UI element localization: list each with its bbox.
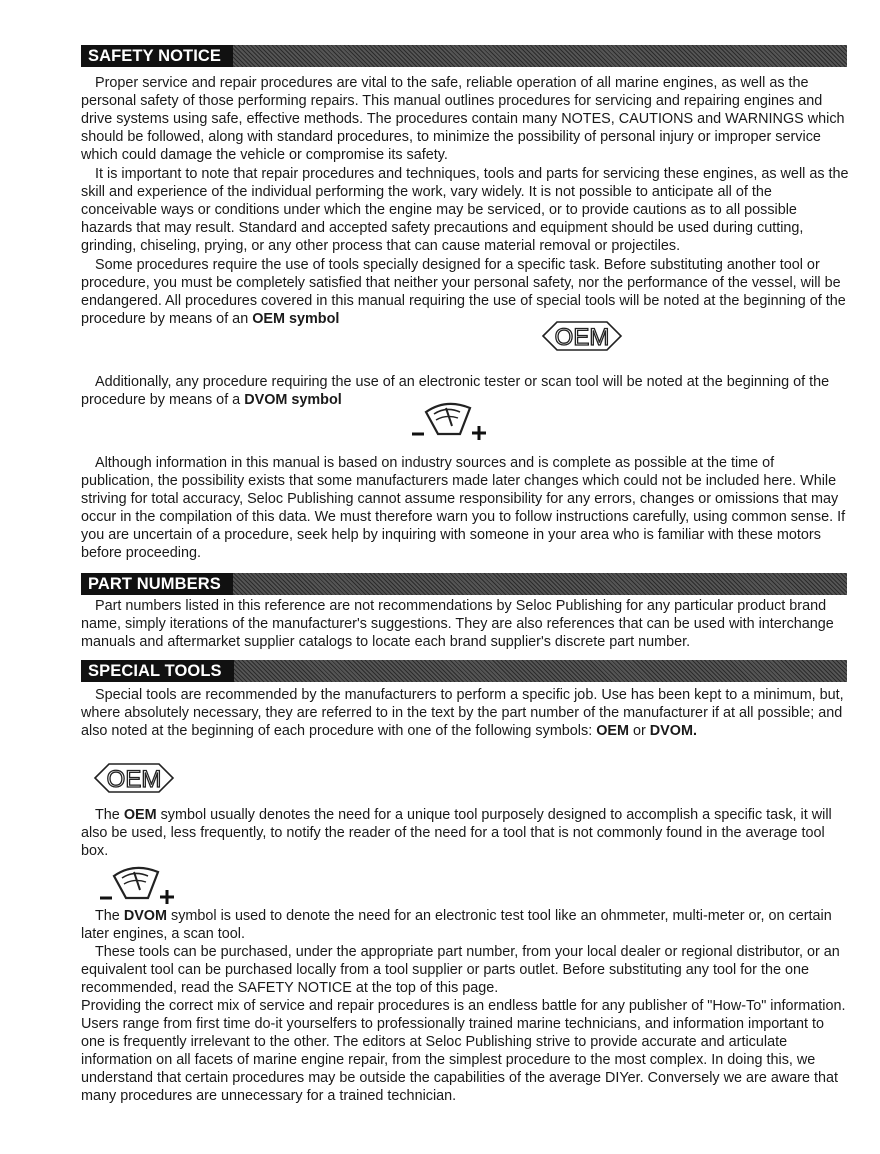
special-tools-paragraph-3: The DVOM symbol is used to denote the need for an electronic test tool like an ohmmeter, multi-meter or, on certain later engines, a scan tool. <box>81 908 832 943</box>
safety-notice-paragraph-1: Proper service and repair procedures are vital to the safe, reliable operation of all marine engines, as well as the personal safety of those performing repairs. This manual outlines procedures for servicing and repairing engines and drive systems using safe, effective methods. The procedures contain many NOTES, CAUTIONS and WARNINGS which should be followed, along with standard procedures, to minimize the possibility of personal injury or improper service which could damage the vehicle or compromise its safety. <box>81 75 845 164</box>
oem-icon <box>88 758 180 798</box>
special-tools-paragraph-2: The OEM symbol usually denotes the need for a unique tool purposely designed to accomplish a specific task, it will also be used, less frequently, to notify the reader of the need for a tool that is not commonly found in the average tool box. <box>81 807 832 860</box>
special-tools-paragraph-5: Providing the correct mix of service and repair procedures is an endless battle for any publisher of "How-To" information. Users range from first time do-it yourselfers to professionally trained marine technicians, and information important to one is frequently irrelevant to the other. The editors at Seloc Publishing strive to provide accurate and articulate information on all facets of marine engine repair, from the simplest procedure to the most complex. In doing this, we understand that certain procedures may be outside the capabilities of the average DIYer. Conversely we are aware that many procedures are unnecessary for a trained technician. <box>81 998 846 1105</box>
special-tools-paragraph-1: Special tools are recommended by the manufacturers to perform a specific job. Use has been kept to a minimum, but, where absolutely necessary, they are referred to in the text by the part number of the manufacturer if at all possible; and also noted at the beginning of each procedure with one of the following symbols: OEM or DVOM. <box>81 687 844 740</box>
part-numbers-banner <box>81 573 847 595</box>
oem-symbol-label: OEM symbol <box>252 311 340 328</box>
svg-text:OEM: OEM <box>106 766 162 793</box>
special-tools-paragraph-4: These tools can be purchased, under the appropriate part number, from your local dealer or regional distributor, or an equivalent tool can be purchased locally from a tool supplier or parts outlet. Before substituting any tool for the one recommended, read the SAFETY NOTICE at the top of this page. <box>81 944 840 997</box>
svg-text:OEM: OEM <box>554 324 610 351</box>
special-tools-banner <box>81 660 847 682</box>
special-tools-heading: SPECIAL TOOLS <box>81 660 234 682</box>
part-numbers-paragraph: Part numbers listed in this reference are not recommendations by Seloc Publishing for any particular product brand name, simply iterations of the manufacturer's suggestions. They are also references that can be used with interchange manuals and aftermarket supplier catalogs to locate each brand supplier's discrete part number. <box>81 598 834 651</box>
dvom-icon <box>96 860 182 906</box>
dvom-intro-text: Additionally, any procedure requiring the use of an electronic tester or scan tool will be noted at the beginning of the procedure by means of a <box>81 374 830 409</box>
safety-notice-paragraph-2: It is important to note that repair procedures and techniques, tools and parts for servicing these engines, as well as the skill and experience of the individual performing the work, vary widely. It is not possible to anticipate all of the conceivable ways or conditions under which the engine may be serviced, or to provide cautions as to all possible hazards that may result. Standard and accepted safety precautions and equipment should be used during cutting, grinding, chiseling, prying, or any other process that can cause material removal or projectiles. <box>81 166 849 255</box>
safety-notice-banner <box>81 45 847 67</box>
safety-notice-paragraph-3 <box>81 256 851 328</box>
dvom-icon <box>408 396 494 442</box>
oem-icon <box>537 316 627 356</box>
part-numbers-heading: PART NUMBERS <box>81 573 233 595</box>
safety-notice-heading: SAFETY NOTICE <box>81 45 233 67</box>
safety-notice-paragraph-5: Although information in this manual is based on industry sources and is complete as possible at the time of publication, the possibility exists that some manufacturers made later changes which could not be included here. While striving for total accuracy, Seloc Publishing cannot assume responsibility for any errors, changes or omissions that may occur in the compilation of this data. We must therefore warn you to follow instructions carefully, using common sense. If you are uncertain of a procedure, seek help by inquiring with someone in your area who is familiar with these motors before proceeding. <box>81 455 846 562</box>
oem-intro-text: Some procedures require the use of tools specially designed for a specific task. Before substituting another tool or procedure, you must be completely satisfied that neither your personal safety, nor the performance of the vessel, will be endangered. All procedures covered in this manual requiring the use of special tools will be noted at the beginning of the procedure by means of an <box>81 257 846 328</box>
dvom-symbol-label: DVOM symbol <box>244 392 342 409</box>
